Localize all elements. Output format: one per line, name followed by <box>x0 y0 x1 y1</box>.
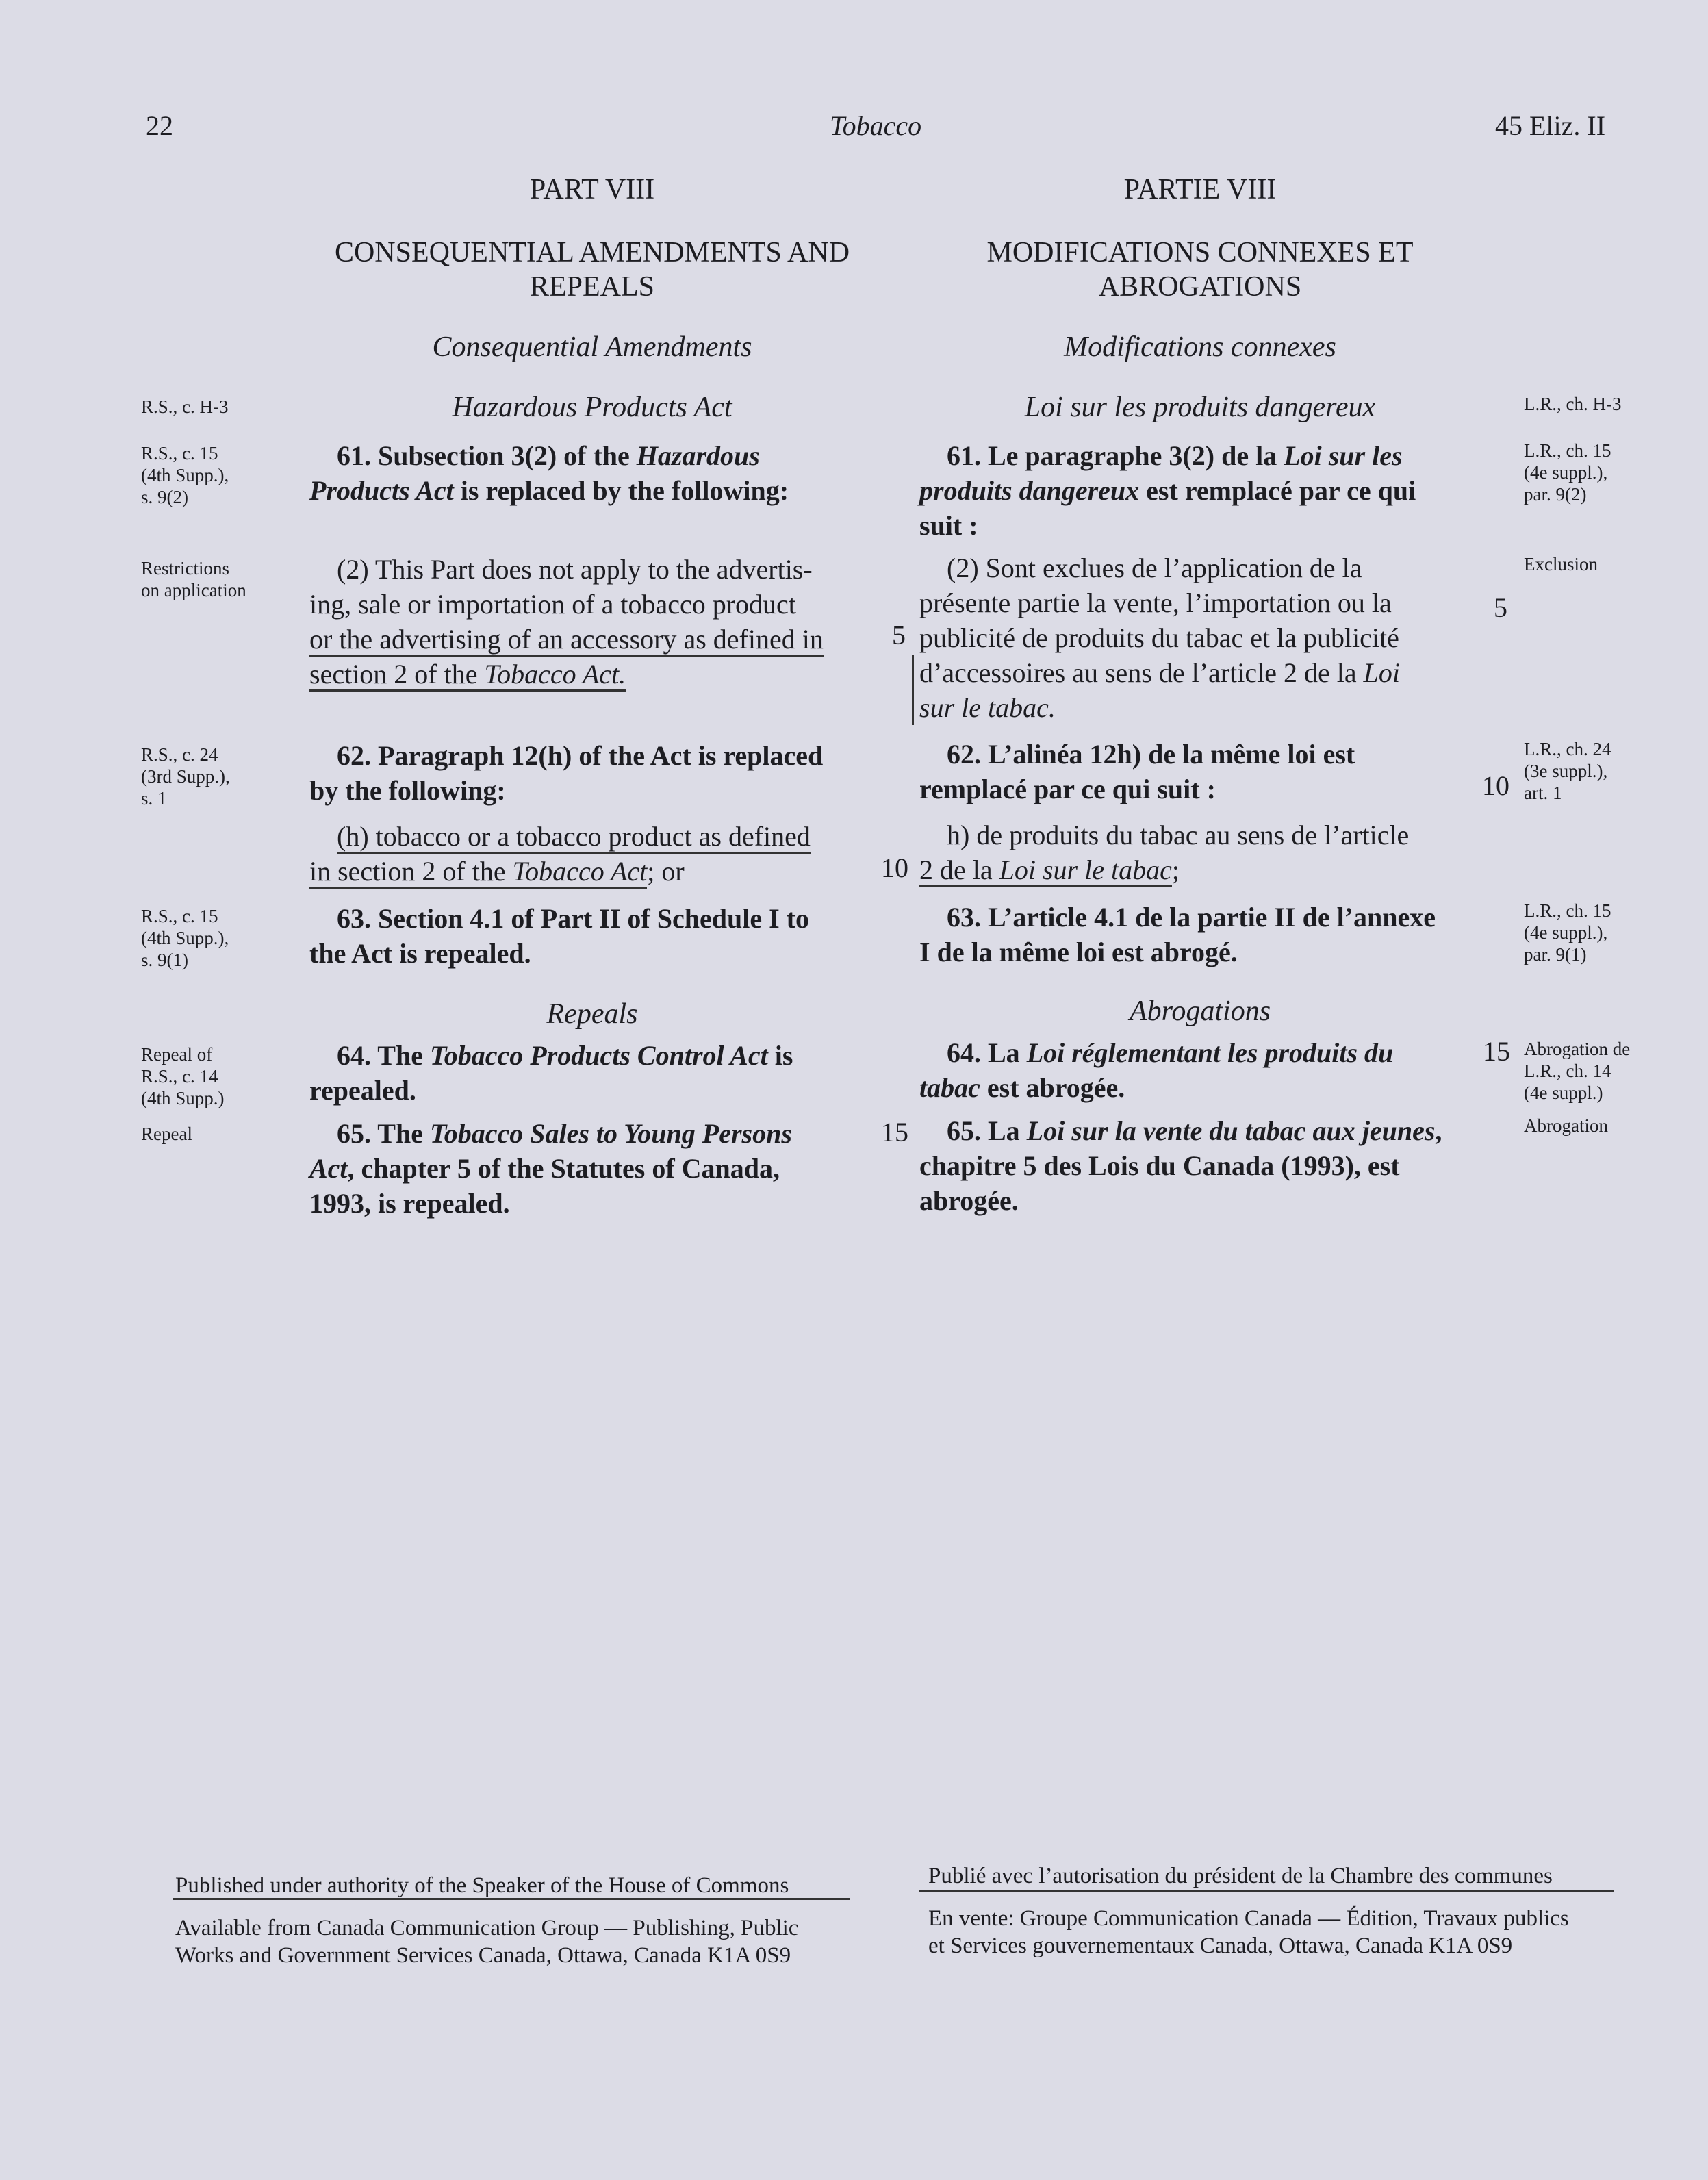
footer-available-en <box>175 1914 853 1969</box>
part-title-en-line1: CONSEQUENTIAL AMENDMENTS AND <box>334 237 850 268</box>
s62-line1-fr: 62. L’alinéa 12h) de la même loi est <box>947 739 1355 770</box>
s61-2-line2-en: ing, sale or importation of a tobacco product <box>309 589 796 620</box>
margin-note-right-4 <box>1524 738 1681 804</box>
s61-act2-fr: produits dangereux <box>919 475 1140 506</box>
margin-note-left-6-line1: Repeal of <box>141 1044 213 1065</box>
line-number-15-en: 15 <box>881 1117 908 1148</box>
margin-note-right-5-line1: L.R., ch. 15 <box>1524 900 1611 921</box>
margin-note-left-1: R.S., c. H-3 <box>141 396 229 417</box>
s61-2-loi-fr: Loi <box>1363 657 1400 688</box>
s61-rest-fr: est remplacé par ce qui <box>1146 475 1416 506</box>
s64-tabac-fr: tabac <box>919 1072 980 1103</box>
section-65-fr <box>919 1113 1481 1218</box>
part-title-fr-line1: MODIFICATIONS CONNEXES ET <box>986 237 1414 268</box>
section-64-en <box>309 1038 875 1108</box>
line-number-5-en: 5 <box>892 620 906 650</box>
section-64-fr <box>919 1035 1481 1105</box>
margin-note-left-3-line1: Restrictions <box>141 558 229 579</box>
margin-note-right-2-line1: L.R., ch. 15 <box>1524 440 1611 461</box>
s65-act-en: Tobacco Sales to Young Persons <box>429 1118 792 1149</box>
s61-2-line1-en: (2) This Part does not apply to the advertis- <box>337 554 813 585</box>
margin-note-right-2-line3: par. 9(2) <box>1524 484 1587 505</box>
margin-note-right-6-line1: Abrogation de <box>1524 1039 1631 1059</box>
s62-h-semicolon-fr: ; <box>1171 854 1180 885</box>
s63-line2-en: the Act is repealed. <box>309 938 531 969</box>
section-65-en <box>309 1116 875 1221</box>
s64-is-en: is <box>774 1040 793 1071</box>
s61-2-line5-fr: sur le tabac. <box>919 692 1056 723</box>
running-title: Tobacco <box>830 110 922 141</box>
margin-note-left-7: Repeal <box>141 1124 192 1144</box>
part-title-fr-line2: ABROGATIONS <box>1098 271 1302 303</box>
s62-h-or-en: ; or <box>647 856 685 887</box>
s61-2-line3-en: or the advertising of an accessory as defined in <box>309 624 824 657</box>
margin-note-left-4 <box>141 744 278 809</box>
s64-num-en: 64. The <box>337 1040 423 1071</box>
s65-act2-en: Act <box>309 1153 348 1184</box>
margin-note-right-5 <box>1524 900 1681 965</box>
line-number-5-fr: 5 <box>1494 592 1507 623</box>
footer-available-en-line1: Available from Canada Communication Group — Publishing, Public <box>175 1916 799 1940</box>
s65-loi-fr: Loi sur la vente du tabac aux jeunes <box>1026 1115 1436 1146</box>
margin-note-left-6-line2: R.S., c. 14 <box>141 1066 218 1087</box>
margin-note-left-3 <box>141 557 278 601</box>
margin-note-right-7: Abrogation <box>1524 1115 1608 1136</box>
repeals-heading-fr: Abrogations <box>1129 996 1271 1027</box>
margin-note-right-2 <box>1524 440 1681 505</box>
sub-heading-fr: Modifications connexes <box>1064 331 1336 363</box>
margin-note-right-1: L.R., ch. H-3 <box>1524 394 1622 414</box>
margin-note-left-5-line2: (4th Supp.), <box>141 928 229 948</box>
s61-2-tobacco-act-en: Tobacco Act. <box>484 659 626 689</box>
footer-rule-en <box>173 1898 850 1900</box>
footer-available-fr-line1: En vente: Groupe Communication Canada — Édition, Travaux publics <box>928 1906 1569 1931</box>
margin-note-right-2-line2: (4e suppl.), <box>1524 462 1608 483</box>
section-63-en <box>309 901 875 971</box>
footer-rule-fr <box>919 1890 1614 1892</box>
section-62-fr <box>919 737 1481 807</box>
s61-rest-en: is replaced by the following: <box>460 475 789 506</box>
s62-h-line2-en: in section 2 of the <box>309 856 506 887</box>
s65-chapter-fr: chapitre 5 des Lois du Canada (1993), est <box>919 1150 1400 1181</box>
s61-act-fr: Loi sur les <box>1284 440 1403 471</box>
s65-repealed-en: 1993, is repealed. <box>309 1188 510 1219</box>
margin-note-left-6-line3: (4th Supp.) <box>141 1088 225 1108</box>
s64-act-en: Tobacco Products Control Act <box>429 1040 768 1071</box>
s61-text-en: Subsection 3(2) of the <box>378 440 630 471</box>
section-63-fr <box>919 900 1481 969</box>
s61-act2-en: Products Act <box>309 475 454 506</box>
footer-available-fr <box>928 1905 1613 1960</box>
s63-line1-en: 63. Section 4.1 of Part II of Schedule I to <box>337 903 809 934</box>
margin-note-right-5-line3: par. 9(1) <box>1524 944 1587 965</box>
s61-2-line1-fr: (2) Sont exclues de l’application de la <box>947 553 1362 583</box>
paragraph-62-h-fr <box>919 818 1481 887</box>
subsection-61-2-fr <box>919 550 1481 725</box>
margin-note-left-5-line3: s. 9(1) <box>141 950 188 970</box>
margin-note-right-6-line2: L.R., ch. 14 <box>1524 1061 1611 1081</box>
repeals-heading-en: Repeals <box>546 998 638 1030</box>
part-title-en-line2: REPEALS <box>529 271 655 303</box>
footer-available-fr-line2: et Services gouvernementaux Canada, Ottawa, Canada K1A 0S9 <box>928 1934 1513 1958</box>
s61-num-en: 61. <box>337 440 371 471</box>
s61-suit-fr: suit : <box>919 510 978 541</box>
s65-num-en: 65. The <box>337 1118 423 1149</box>
s62-h-line1-fr: h) de produits du tabac au sens de l’article <box>947 820 1410 850</box>
s65-abrogee-fr: abrogée. <box>919 1185 1019 1216</box>
margin-note-right-4-line2: (3e suppl.), <box>1524 761 1608 781</box>
s62-line2-en: by the following: <box>309 775 506 806</box>
margin-note-left-2-line1: R.S., c. 15 <box>141 443 218 464</box>
s65-chapter-en: , chapter 5 of the Statutes of Canada, <box>347 1153 780 1184</box>
margin-note-left-2 <box>141 442 278 508</box>
margin-note-right-4-line3: art. 1 <box>1524 783 1562 803</box>
part-label-fr: PARTIE VIII <box>1123 174 1277 205</box>
page-number: 22 <box>146 110 173 141</box>
subsection-61-2-en <box>309 552 875 692</box>
s64-loi-fr: Loi réglementant les produits du <box>1026 1037 1394 1068</box>
footer-authority-fr: Publié avec l’autorisation du président de la Chambre des communes <box>928 1864 1553 1888</box>
margin-note-left-4-line3: s. 1 <box>141 788 167 809</box>
margin-note-right-6-line3: (4e suppl.) <box>1524 1082 1603 1103</box>
s61-2-line4-fr: d’accessoires au sens de l’article 2 de la <box>919 657 1357 688</box>
paragraph-62-h-en <box>309 819 875 889</box>
s62-h-act-en: Tobacco Act <box>512 856 648 887</box>
s61-act-en: Hazardous <box>636 440 760 471</box>
margin-note-left-4-line1: R.S., c. 24 <box>141 744 218 765</box>
margin-note-right-3: Exclusion <box>1524 554 1598 574</box>
s64-num-fr: 64. La <box>947 1037 1020 1068</box>
footer-authority-en: Published under authority of the Speaker of the House of Commons <box>175 1873 789 1898</box>
act-heading-fr: Loi sur les produits dangereux <box>1024 392 1376 423</box>
s62-h-line2-fr: 2 de la <box>919 854 993 885</box>
part-label-en: PART VIII <box>529 174 655 205</box>
s61-2-line4-en: section 2 of the <box>309 659 478 689</box>
section-62-en <box>309 738 875 808</box>
act-heading-en: Hazardous Products Act <box>452 392 732 423</box>
line-number-15-fr: 15 <box>1483 1036 1510 1067</box>
s61-2-line3-fr: publicité de produits du tabac et la publicité <box>919 622 1399 653</box>
margin-note-left-5 <box>141 905 278 971</box>
s65-num-fr: 65. La <box>947 1115 1020 1146</box>
margin-note-right-5-line2: (4e suppl.), <box>1524 922 1608 943</box>
line-number-10-en: 10 <box>881 852 908 883</box>
s63-line1-fr: 63. L’article 4.1 de la partie II de l’annexe <box>947 902 1436 933</box>
margin-note-left-6 <box>141 1043 278 1109</box>
part-title-fr <box>919 236 1481 304</box>
s62-h-line1-en: (h) tobacco or a tobacco product as defined <box>337 821 811 854</box>
margin-note-left-4-line2: (3rd Supp.), <box>141 766 230 787</box>
s65-comma-fr: , <box>1435 1115 1442 1146</box>
part-title-en <box>309 236 875 304</box>
s63-line2-fr: I de la même loi est abrogé. <box>919 937 1238 967</box>
margin-note-right-6 <box>1524 1038 1681 1104</box>
regnal-year: 45 Eliz. II <box>1495 110 1606 141</box>
margin-note-left-2-line3: s. 9(2) <box>141 487 188 507</box>
margin-note-right-4-line1: L.R., ch. 24 <box>1524 739 1611 759</box>
section-61-en <box>309 438 875 508</box>
margin-note-left-3-line2: on application <box>141 580 246 600</box>
s62-line1-en: 62. Paragraph 12(h) of the Act is replaced <box>337 740 824 771</box>
margin-note-left-5-line1: R.S., c. 15 <box>141 906 218 926</box>
s61-text-fr: 61. Le paragraphe 3(2) de la <box>947 440 1277 471</box>
s62-line2-fr: remplacé par ce qui suit : <box>919 774 1216 804</box>
sub-heading-en: Consequential Amendments <box>432 331 752 363</box>
s62-h-loi-fr: Loi sur le tabac <box>999 854 1172 885</box>
line-number-10-fr: 10 <box>1482 770 1509 801</box>
s64-abrogee-fr: est abrogée. <box>986 1072 1125 1103</box>
s61-2-line2-fr: présente partie la vente, l’importation ou la <box>919 587 1392 618</box>
margin-note-left-2-line2: (4th Supp.), <box>141 465 229 485</box>
section-61-fr <box>919 438 1481 543</box>
footer-available-en-line2: Works and Government Services Canada, Ottawa, Canada K1A 0S9 <box>175 1943 791 1968</box>
s64-repealed-en: repealed. <box>309 1075 416 1106</box>
